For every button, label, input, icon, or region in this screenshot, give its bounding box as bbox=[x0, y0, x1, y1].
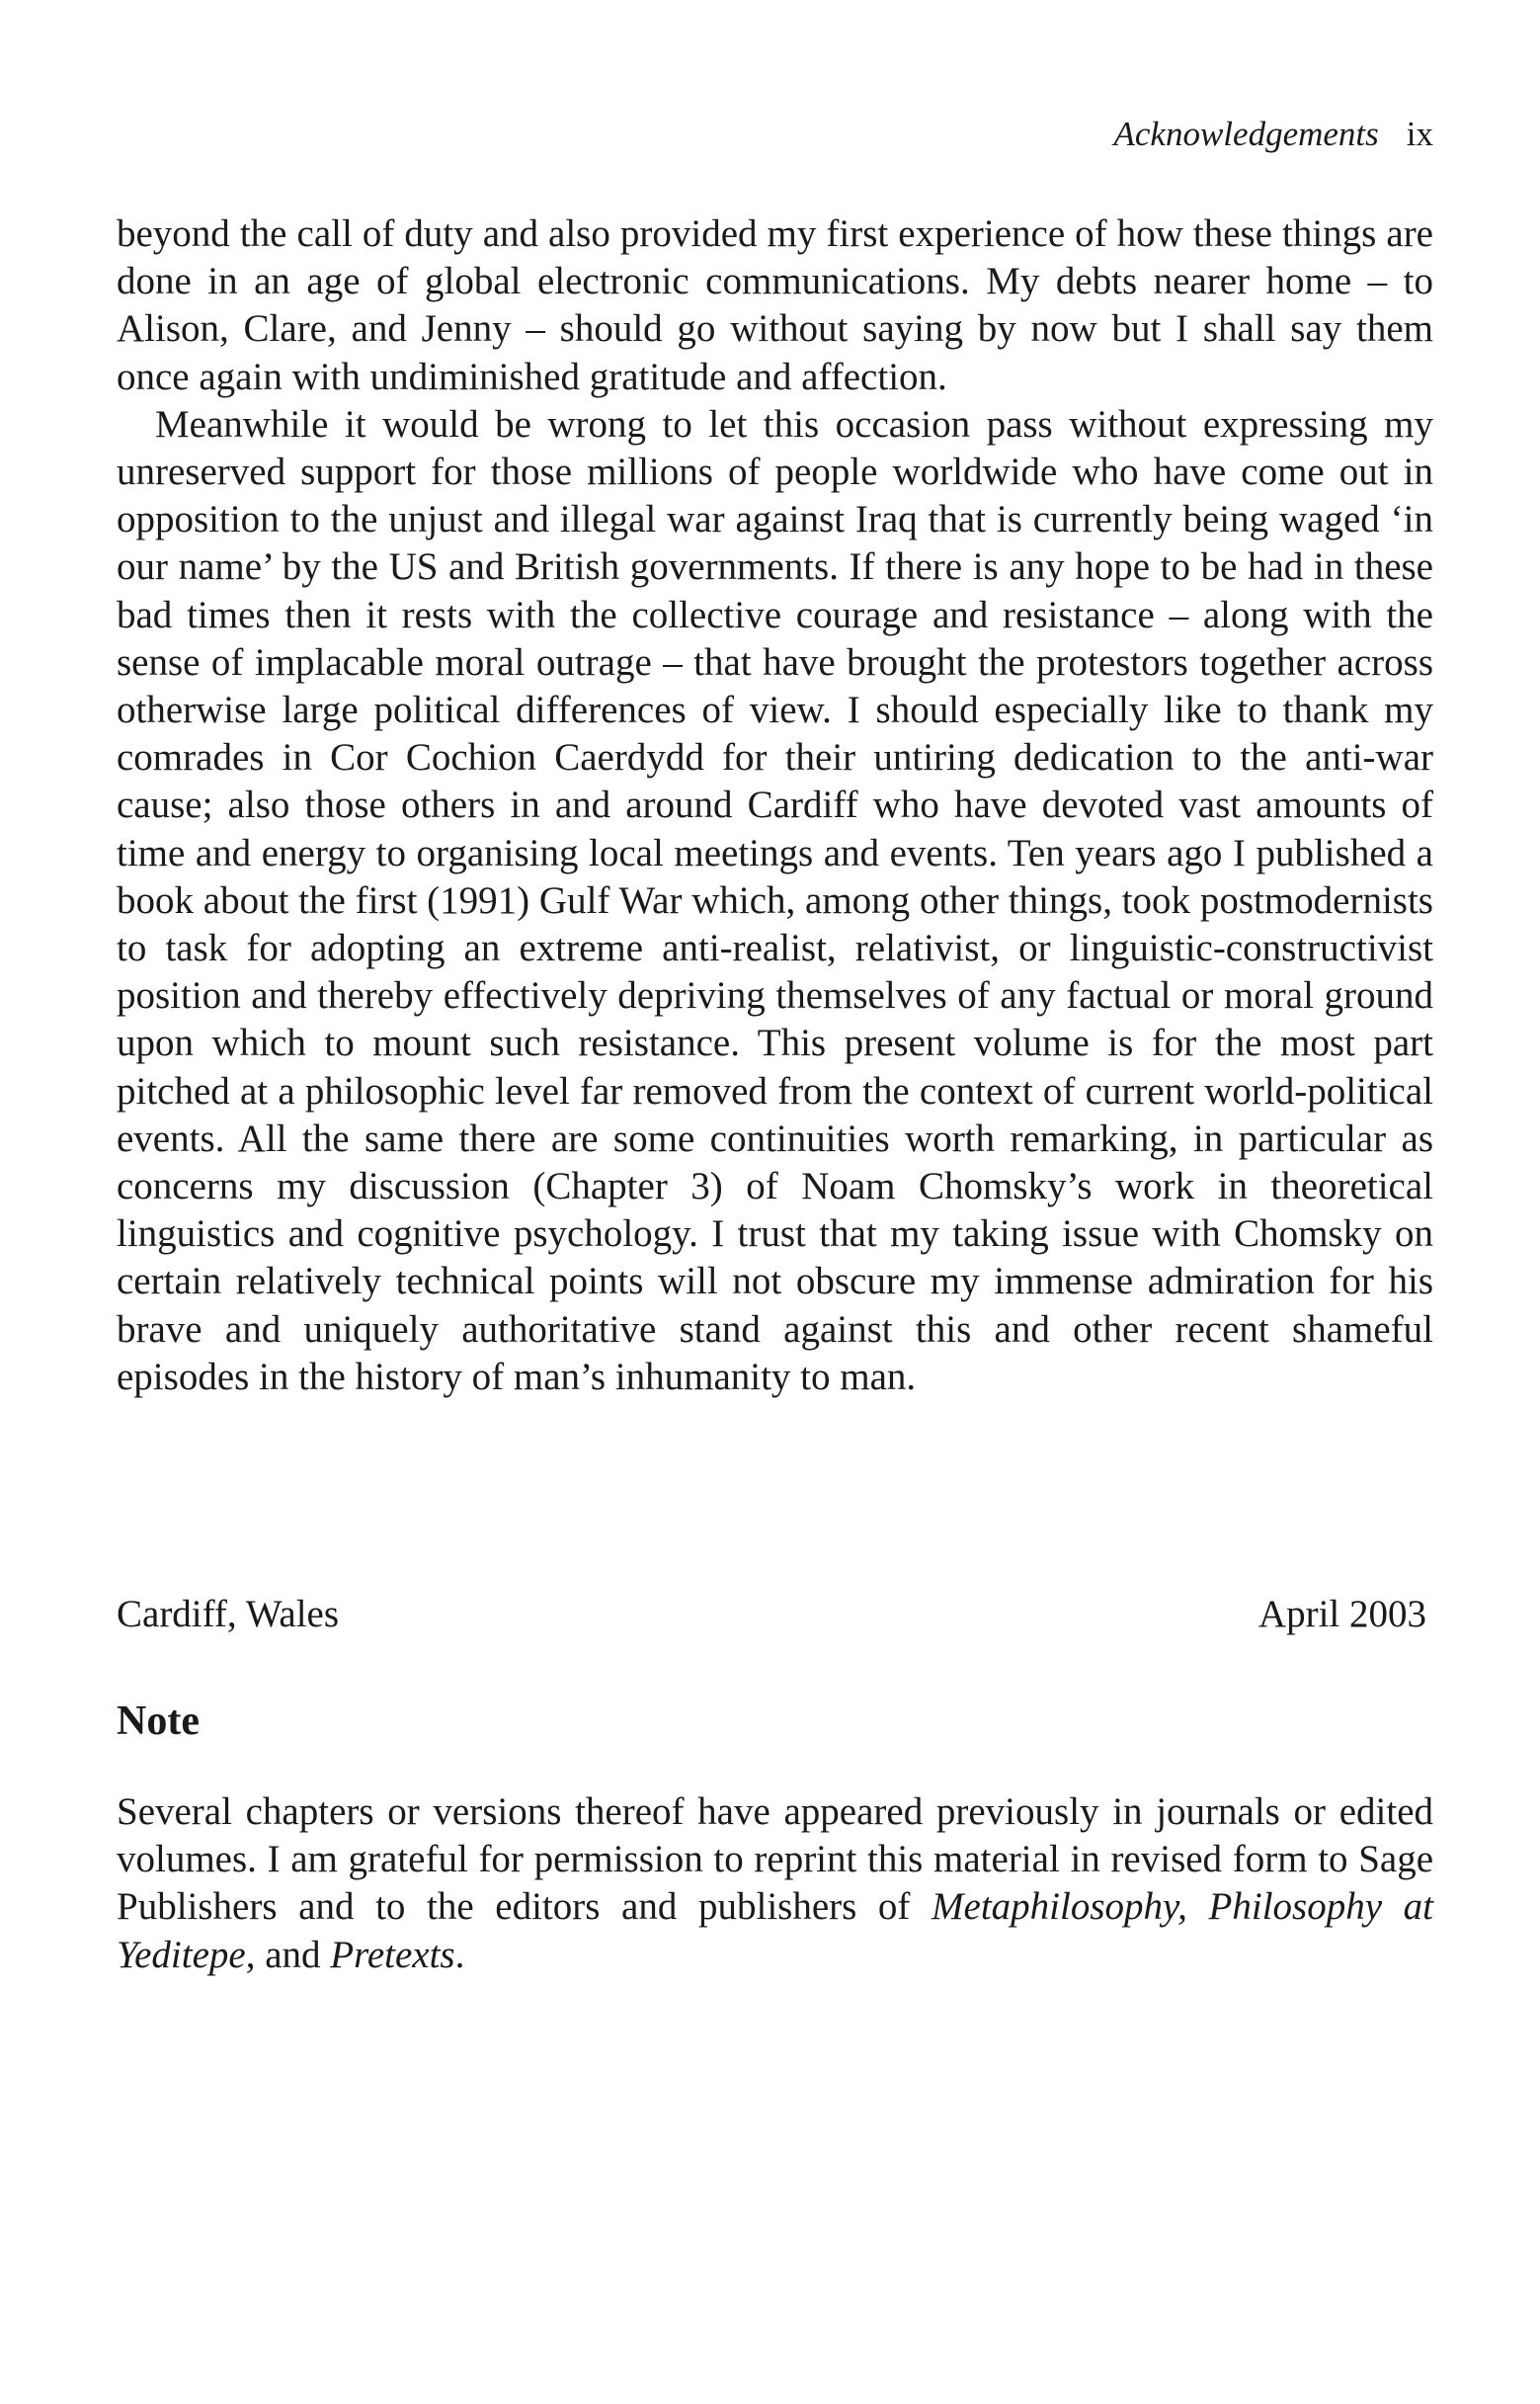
note-text-intro: Several chapters or versions thereof have appeared previously in journals or edited volumes. I am grateful for permission to reprint this material in revised form to Sage Publishers and to the editors and publishers of bbox=[117, 1790, 1433, 1929]
note-text bbox=[117, 1788, 1433, 1979]
signoff-date: April 2003 bbox=[1257, 1593, 1426, 1635]
running-head bbox=[1114, 111, 1433, 158]
body-text bbox=[117, 210, 1433, 1401]
note-text-period: . bbox=[454, 1933, 465, 1976]
signoff bbox=[117, 1591, 1426, 1638]
running-head-title: Acknowledgements bbox=[1113, 115, 1379, 153]
book-page bbox=[117, 0, 1433, 2404]
signoff-place: Cardiff, Wales bbox=[117, 1593, 340, 1635]
page-number: ix bbox=[1406, 115, 1433, 153]
note-journal-pretexts: Pretexts bbox=[330, 1933, 455, 1976]
note-journal-metaphilosophy-yeditepe: Metaphilosophy, Philosophy at Yeditepe bbox=[117, 1885, 1433, 1976]
note-text-conjunction: , and bbox=[245, 1933, 331, 1976]
paragraph-continued: beyond the call of duty and also provided my first experience of how these things are done in an age of global electronic communications. My debts nearer home – to Alison, Clare, and Jenny – should go without saying by now but I shall say them once again with undiminished gratitude and affection. bbox=[117, 212, 1433, 398]
paragraph-anti-war: Meanwhile it would be wrong to let this occasion pass without expressing my unreserved support for those millions of people worldwide who have come out in opposition to the unjust and illegal war against Iraq that is currently being waged ‘in our name’ by the US and British governments. If there is any hope to be had in these bad times then it rests with the collective courage and resistance – along with the sense of implacable moral outrage – that have brought the protestors together across otherwise large political differences of view. I should especially like to thank my comrades in Cor Cochion Caerdydd for their untiring dedication to the anti-war cause; also those others in and around Cardiff who have devoted vast amounts of time and energy to organising local meetings and events. Ten years ago I published a book about the first (1991) Gulf War which, among other things, took postmodernists to task for adopting an extreme anti-realist, relativist, or linguistic-constructivist position and thereby effectively depriving themselves of any factual or moral ground upon which to mount such resistance. This present volume is for the most part pitched at a philosophic level far removed from the context of current world-political events. All the same there are some continuities worth remarking, in particular as concerns my discussion (Chapter 3) of Noam Chomsky’s work in theoretical linguistics and cognitive psychology. I trust that my taking issue with Chomsky on certain relatively technical points will not obscure my immense admiration for his brave and uniquely authoritative stand against this and other recent shameful episodes in the history of man’s inhumanity to man. bbox=[117, 402, 1433, 1398]
note-heading: Note bbox=[117, 1699, 200, 1744]
